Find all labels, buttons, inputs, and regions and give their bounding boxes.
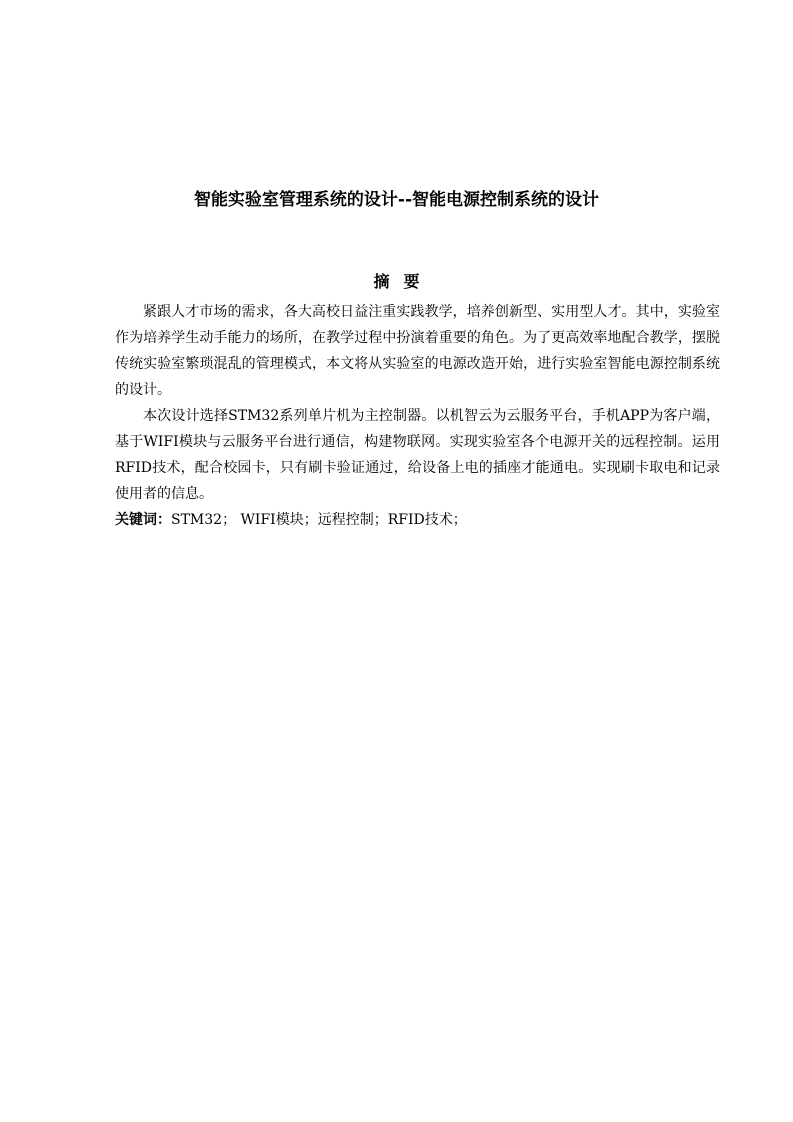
- abstract-paragraph-2: 本次设计选择STM32系列单片机为主控制器。以机智云为云服务平台，手机APP为客户端，基于WIFI模块与云服务平台进行通信，构建物联网。实现实验室各个电源开关的远程控制。运用RFID技术，配合校园卡，只有刷卡验证通过，给设备上电的插座才能通电。实现刷卡取电和记录使用者的信息。: [115, 408, 720, 502]
- abstract-heading: 摘要: [373, 272, 434, 291]
- keywords-label: 关键词：: [115, 512, 171, 528]
- abstract-body: [115, 299, 720, 533]
- document-title: 智能实验室管理系统的设计--智能电源控制系统的设计: [193, 190, 600, 210]
- keywords-text: STM32； WIFI模块；远程控制；RFID技术；: [171, 512, 467, 528]
- keywords-line: [115, 507, 720, 533]
- abstract-paragraph-1: 紧跟人才市场的需求，各大高校日益注重实践教学，培养创新型、实用型人才。其中，实验室作为培养学生动手能力的场所，在教学过程中扮演着重要的角色。为了更高效率地配合教学，摆脱传统实验室繁琐混乱的管理模式，本文将从实验室的电源改造开始，进行实验室智能电源控制系统的设计。: [115, 304, 720, 398]
